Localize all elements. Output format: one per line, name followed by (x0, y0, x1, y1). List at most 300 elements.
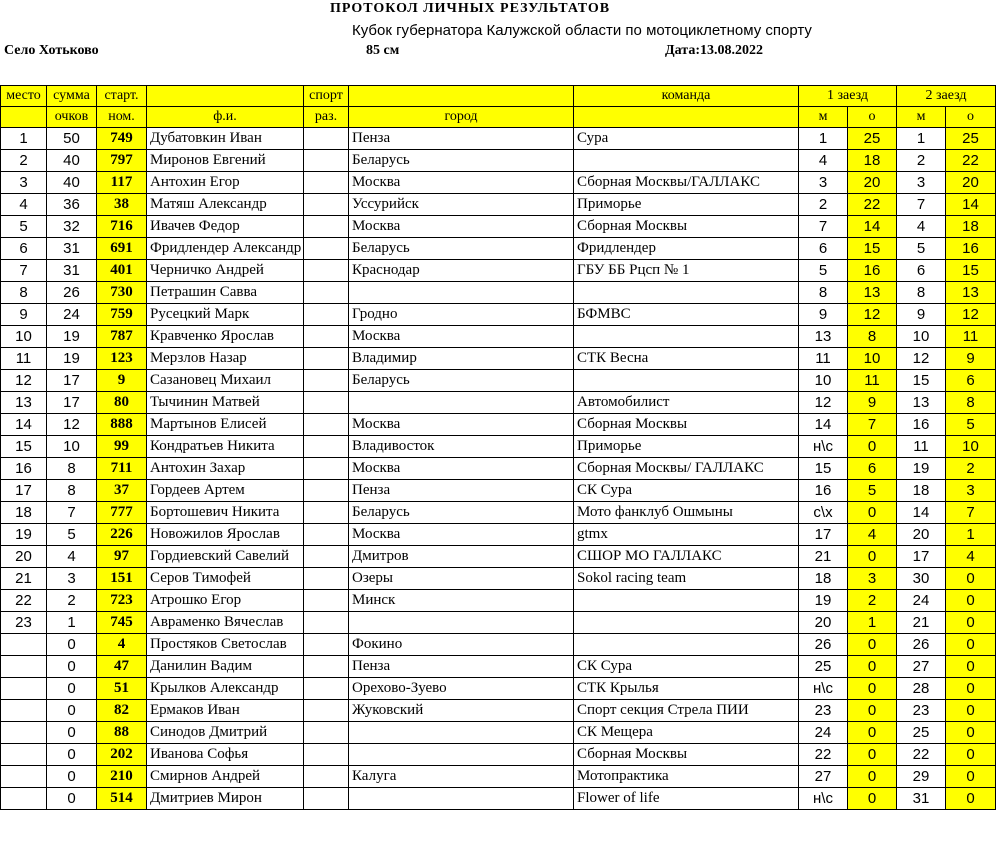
cell-heat2-points[interactable]: 7 (946, 502, 996, 524)
col-city[interactable]: город (349, 107, 574, 128)
cell-team[interactable] (574, 282, 799, 304)
cell-heat2-place[interactable]: 7 (897, 194, 946, 216)
cell-city[interactable] (349, 612, 574, 634)
cell-city[interactable]: Уссурийск (349, 194, 574, 216)
cell-city[interactable] (349, 722, 574, 744)
cell-heat1-place[interactable]: 4 (799, 150, 848, 172)
cell-heat1-points[interactable]: 0 (848, 436, 897, 458)
cell-start-number[interactable]: 226 (97, 524, 147, 546)
cell-heat1-points[interactable]: 12 (848, 304, 897, 326)
cell-heat2-points[interactable]: 4 (946, 546, 996, 568)
cell-heat1-place[interactable]: 15 (799, 458, 848, 480)
cell-place[interactable] (1, 744, 47, 766)
cell-heat1-points[interactable]: 20 (848, 172, 897, 194)
cell-rank[interactable] (304, 744, 349, 766)
cell-heat1-points[interactable]: 22 (848, 194, 897, 216)
cell-heat1-points[interactable]: 10 (848, 348, 897, 370)
cell-place[interactable]: 17 (1, 480, 47, 502)
cell-place[interactable]: 9 (1, 304, 47, 326)
cell-heat2-points[interactable]: 0 (946, 634, 996, 656)
cell-place[interactable]: 5 (1, 216, 47, 238)
cell-rank[interactable] (304, 766, 349, 788)
cell-heat2-place[interactable]: 5 (897, 238, 946, 260)
cell-name[interactable]: Атрошко Егор (147, 590, 304, 612)
cell-heat1-points[interactable]: 5 (848, 480, 897, 502)
cell-start-number[interactable]: 9 (97, 370, 147, 392)
cell-city[interactable]: Москва (349, 216, 574, 238)
cell-rank[interactable] (304, 458, 349, 480)
cell-city[interactable]: Владивосток (349, 436, 574, 458)
cell-heat1-place[interactable]: 20 (799, 612, 848, 634)
cell-heat1-points[interactable]: 3 (848, 568, 897, 590)
cell-name[interactable]: Смирнов Андрей (147, 766, 304, 788)
cell-heat2-place[interactable]: 10 (897, 326, 946, 348)
cell-place[interactable]: 8 (1, 282, 47, 304)
cell-heat2-points[interactable]: 2 (946, 458, 996, 480)
cell-start-number[interactable]: 787 (97, 326, 147, 348)
cell-start-number[interactable]: 82 (97, 700, 147, 722)
cell-team[interactable]: Автомобилист (574, 392, 799, 414)
cell-name[interactable]: Авраменко Вячеслав (147, 612, 304, 634)
cell-place[interactable]: 12 (1, 370, 47, 392)
cell-name[interactable]: Мартынов Елисей (147, 414, 304, 436)
cell-heat2-place[interactable]: 4 (897, 216, 946, 238)
cell-name[interactable]: Новожилов Ярослав (147, 524, 304, 546)
cell-place[interactable]: 2 (1, 150, 47, 172)
cell-sum[interactable]: 2 (47, 590, 97, 612)
cell-heat2-place[interactable]: 29 (897, 766, 946, 788)
cell-place[interactable] (1, 634, 47, 656)
cell-team[interactable]: Фридлендер (574, 238, 799, 260)
cell-heat2-points[interactable]: 0 (946, 612, 996, 634)
cell-heat2-place[interactable]: 16 (897, 414, 946, 436)
cell-place[interactable] (1, 678, 47, 700)
cell-city[interactable]: Беларусь (349, 238, 574, 260)
cell-heat1-points[interactable]: 9 (848, 392, 897, 414)
cell-start-number[interactable]: 80 (97, 392, 147, 414)
cell-place[interactable]: 16 (1, 458, 47, 480)
cell-rank[interactable] (304, 348, 349, 370)
cell-heat2-place[interactable]: 27 (897, 656, 946, 678)
cell-sum[interactable]: 3 (47, 568, 97, 590)
cell-city[interactable]: Пенза (349, 128, 574, 150)
cell-sum[interactable]: 4 (47, 546, 97, 568)
cell-heat2-place[interactable]: 6 (897, 260, 946, 282)
col-sum-top[interactable]: сумма (47, 86, 97, 107)
cell-heat1-points[interactable]: 1 (848, 612, 897, 634)
col-rank-top[interactable]: спорт (304, 86, 349, 107)
cell-heat2-points[interactable]: 0 (946, 744, 996, 766)
cell-sum[interactable]: 5 (47, 524, 97, 546)
cell-sum[interactable]: 7 (47, 502, 97, 524)
cell-name[interactable]: Матяш Александр (147, 194, 304, 216)
cell-heat2-place[interactable]: 17 (897, 546, 946, 568)
col-heat1[interactable]: 1 заезд (799, 86, 897, 107)
cell-name[interactable]: Бортошевич Никита (147, 502, 304, 524)
cell-heat1-points[interactable]: 13 (848, 282, 897, 304)
cell-heat2-points[interactable]: 0 (946, 788, 996, 810)
cell-team[interactable]: СК Сура (574, 656, 799, 678)
cell-sum[interactable]: 24 (47, 304, 97, 326)
cell-heat1-place[interactable]: 16 (799, 480, 848, 502)
cell-sum[interactable]: 10 (47, 436, 97, 458)
cell-team[interactable]: ГБУ ББ Рцсп № 1 (574, 260, 799, 282)
cell-rank[interactable] (304, 260, 349, 282)
cell-heat1-place[interactable]: 22 (799, 744, 848, 766)
cell-heat2-points[interactable]: 0 (946, 590, 996, 612)
cell-heat2-place[interactable]: 18 (897, 480, 946, 502)
cell-rank[interactable] (304, 128, 349, 150)
cell-heat1-points[interactable]: 8 (848, 326, 897, 348)
cell-place[interactable] (1, 766, 47, 788)
cell-start-number[interactable]: 723 (97, 590, 147, 612)
cell-heat2-points[interactable]: 13 (946, 282, 996, 304)
col-heat1-o[interactable]: о (848, 107, 897, 128)
cell-city[interactable]: Москва (349, 524, 574, 546)
cell-heat1-place[interactable]: 8 (799, 282, 848, 304)
cell-team[interactable]: Сборная Москвы/ГАЛЛАКС (574, 172, 799, 194)
cell-team[interactable]: БФМВС (574, 304, 799, 326)
cell-heat2-place[interactable]: 25 (897, 722, 946, 744)
cell-heat1-points[interactable]: 11 (848, 370, 897, 392)
cell-heat2-points[interactable]: 0 (946, 568, 996, 590)
cell-rank[interactable] (304, 722, 349, 744)
cell-city[interactable]: Озеры (349, 568, 574, 590)
cell-name[interactable]: Антохин Егор (147, 172, 304, 194)
cell-place[interactable]: 3 (1, 172, 47, 194)
cell-start-number[interactable]: 47 (97, 656, 147, 678)
cell-rank[interactable] (304, 304, 349, 326)
cell-heat2-points[interactable]: 12 (946, 304, 996, 326)
cell-heat1-points[interactable]: 6 (848, 458, 897, 480)
cell-heat1-place[interactable]: 2 (799, 194, 848, 216)
cell-place[interactable]: 4 (1, 194, 47, 216)
cell-rank[interactable] (304, 238, 349, 260)
cell-team[interactable]: СК Сура (574, 480, 799, 502)
cell-start-number[interactable]: 117 (97, 172, 147, 194)
cell-heat1-points[interactable]: 0 (848, 788, 897, 810)
cell-city[interactable]: Москва (349, 326, 574, 348)
cell-heat2-points[interactable]: 22 (946, 150, 996, 172)
cell-sum[interactable]: 0 (47, 744, 97, 766)
cell-city[interactable]: Минск (349, 590, 574, 612)
cell-heat1-points[interactable]: 7 (848, 414, 897, 436)
cell-rank[interactable] (304, 480, 349, 502)
cell-city[interactable]: Москва (349, 414, 574, 436)
cell-sum[interactable]: 17 (47, 392, 97, 414)
cell-city[interactable]: Москва (349, 458, 574, 480)
cell-heat2-points[interactable]: 20 (946, 172, 996, 194)
cell-heat1-place[interactable]: с\х (799, 502, 848, 524)
cell-name[interactable]: Кондратьев Никита (147, 436, 304, 458)
cell-city[interactable]: Дмитров (349, 546, 574, 568)
col-heat2-o[interactable]: о (946, 107, 996, 128)
cell-team[interactable]: gtmx (574, 524, 799, 546)
cell-heat1-points[interactable]: 25 (848, 128, 897, 150)
cell-sum[interactable]: 0 (47, 656, 97, 678)
cell-name[interactable]: Синодов Дмитрий (147, 722, 304, 744)
cell-name[interactable]: Данилин Вадим (147, 656, 304, 678)
cell-heat1-place[interactable]: н\с (799, 436, 848, 458)
cell-sum[interactable]: 12 (47, 414, 97, 436)
col-team-bottom[interactable] (574, 107, 799, 128)
cell-team[interactable]: СТК Крылья (574, 678, 799, 700)
cell-sum[interactable]: 26 (47, 282, 97, 304)
col-heat1-m[interactable]: м (799, 107, 848, 128)
cell-heat2-points[interactable]: 11 (946, 326, 996, 348)
cell-name[interactable]: Дмитриев Мирон (147, 788, 304, 810)
cell-team[interactable] (574, 326, 799, 348)
cell-start-number[interactable]: 123 (97, 348, 147, 370)
cell-heat1-place[interactable]: 18 (799, 568, 848, 590)
cell-sum[interactable]: 36 (47, 194, 97, 216)
cell-place[interactable]: 13 (1, 392, 47, 414)
cell-name[interactable]: Простяков Светослав (147, 634, 304, 656)
col-heat2[interactable]: 2 заезд (897, 86, 996, 107)
cell-team[interactable]: Приморье (574, 194, 799, 216)
cell-rank[interactable] (304, 282, 349, 304)
cell-heat2-place[interactable]: 11 (897, 436, 946, 458)
cell-start-number[interactable]: 401 (97, 260, 147, 282)
cell-sum[interactable]: 0 (47, 788, 97, 810)
cell-rank[interactable] (304, 546, 349, 568)
cell-team[interactable] (574, 590, 799, 612)
cell-heat1-points[interactable]: 14 (848, 216, 897, 238)
cell-start-number[interactable]: 777 (97, 502, 147, 524)
cell-city[interactable]: Жуковский (349, 700, 574, 722)
col-city-top[interactable] (349, 86, 574, 107)
cell-team[interactable]: Мото фанклуб Ошмыны (574, 502, 799, 524)
cell-sum[interactable]: 8 (47, 458, 97, 480)
cell-heat2-place[interactable]: 20 (897, 524, 946, 546)
cell-heat1-points[interactable]: 2 (848, 590, 897, 612)
cell-heat2-place[interactable]: 2 (897, 150, 946, 172)
cell-heat2-place[interactable]: 15 (897, 370, 946, 392)
cell-name[interactable]: Крылков Александр (147, 678, 304, 700)
cell-heat2-place[interactable]: 28 (897, 678, 946, 700)
cell-place[interactable]: 20 (1, 546, 47, 568)
cell-rank[interactable] (304, 524, 349, 546)
cell-team[interactable]: Сборная Москвы (574, 216, 799, 238)
cell-heat2-points[interactable]: 18 (946, 216, 996, 238)
cell-heat1-points[interactable]: 0 (848, 502, 897, 524)
cell-name[interactable]: Мерзлов Назар (147, 348, 304, 370)
cell-start-number[interactable]: 38 (97, 194, 147, 216)
cell-rank[interactable] (304, 568, 349, 590)
cell-team[interactable]: Сборная Москвы (574, 744, 799, 766)
cell-rank[interactable] (304, 326, 349, 348)
cell-rank[interactable] (304, 700, 349, 722)
cell-team[interactable]: Sokol racing team (574, 568, 799, 590)
cell-heat1-place[interactable]: 25 (799, 656, 848, 678)
cell-heat2-points[interactable]: 5 (946, 414, 996, 436)
cell-heat1-place[interactable]: 5 (799, 260, 848, 282)
cell-rank[interactable] (304, 656, 349, 678)
cell-place[interactable]: 22 (1, 590, 47, 612)
col-sum-bottom[interactable]: очков (47, 107, 97, 128)
cell-start-number[interactable]: 745 (97, 612, 147, 634)
cell-heat2-points[interactable]: 15 (946, 260, 996, 282)
cell-city[interactable]: Владимир (349, 348, 574, 370)
cell-heat2-place[interactable]: 21 (897, 612, 946, 634)
cell-name[interactable]: Фридлендер Александр (147, 238, 304, 260)
cell-heat2-place[interactable]: 8 (897, 282, 946, 304)
cell-heat2-place[interactable]: 23 (897, 700, 946, 722)
cell-city[interactable]: Калуга (349, 766, 574, 788)
cell-sum[interactable]: 17 (47, 370, 97, 392)
cell-city[interactable] (349, 744, 574, 766)
cell-heat1-place[interactable]: 21 (799, 546, 848, 568)
cell-rank[interactable] (304, 150, 349, 172)
cell-name[interactable]: Дубатовкин Иван (147, 128, 304, 150)
cell-place[interactable]: 19 (1, 524, 47, 546)
cell-heat1-points[interactable]: 15 (848, 238, 897, 260)
cell-team[interactable]: Flower of life (574, 788, 799, 810)
cell-heat1-points[interactable]: 0 (848, 766, 897, 788)
cell-place[interactable]: 7 (1, 260, 47, 282)
cell-heat1-points[interactable]: 0 (848, 744, 897, 766)
cell-heat1-points[interactable]: 0 (848, 546, 897, 568)
cell-start-number[interactable]: 797 (97, 150, 147, 172)
col-rank-bottom[interactable]: раз. (304, 107, 349, 128)
cell-heat1-place[interactable]: 7 (799, 216, 848, 238)
cell-heat2-place[interactable]: 14 (897, 502, 946, 524)
cell-rank[interactable] (304, 678, 349, 700)
cell-sum[interactable]: 50 (47, 128, 97, 150)
cell-heat1-place[interactable]: 23 (799, 700, 848, 722)
cell-place[interactable]: 1 (1, 128, 47, 150)
col-place-bottom[interactable] (1, 107, 47, 128)
cell-start-number[interactable]: 97 (97, 546, 147, 568)
cell-team[interactable]: Мотопрактика (574, 766, 799, 788)
cell-rank[interactable] (304, 590, 349, 612)
cell-heat2-place[interactable]: 30 (897, 568, 946, 590)
cell-team[interactable] (574, 370, 799, 392)
cell-place[interactable]: 23 (1, 612, 47, 634)
cell-heat2-points[interactable]: 14 (946, 194, 996, 216)
cell-start-number[interactable]: 37 (97, 480, 147, 502)
cell-sum[interactable]: 0 (47, 766, 97, 788)
cell-sum[interactable]: 40 (47, 172, 97, 194)
cell-heat2-place[interactable]: 12 (897, 348, 946, 370)
cell-rank[interactable] (304, 392, 349, 414)
cell-sum[interactable]: 19 (47, 348, 97, 370)
cell-heat2-points[interactable]: 9 (946, 348, 996, 370)
cell-start-number[interactable]: 691 (97, 238, 147, 260)
cell-rank[interactable] (304, 172, 349, 194)
cell-name[interactable]: Черничко Андрей (147, 260, 304, 282)
cell-city[interactable]: Пенза (349, 480, 574, 502)
cell-heat2-points[interactable]: 25 (946, 128, 996, 150)
cell-team[interactable]: Сборная Москвы (574, 414, 799, 436)
cell-name[interactable]: Русецкий Марк (147, 304, 304, 326)
cell-city[interactable]: Гродно (349, 304, 574, 326)
cell-name[interactable]: Тычинин Матвей (147, 392, 304, 414)
cell-heat1-place[interactable]: 10 (799, 370, 848, 392)
cell-place[interactable] (1, 788, 47, 810)
cell-place[interactable]: 11 (1, 348, 47, 370)
cell-place[interactable]: 15 (1, 436, 47, 458)
cell-name[interactable]: Ивачев Федор (147, 216, 304, 238)
cell-name[interactable]: Гордеев Артем (147, 480, 304, 502)
cell-sum[interactable]: 0 (47, 700, 97, 722)
cell-sum[interactable]: 0 (47, 634, 97, 656)
cell-team[interactable] (574, 612, 799, 634)
cell-sum[interactable]: 0 (47, 722, 97, 744)
cell-start-number[interactable]: 151 (97, 568, 147, 590)
cell-place[interactable] (1, 722, 47, 744)
cell-place[interactable]: 6 (1, 238, 47, 260)
cell-city[interactable]: Беларусь (349, 502, 574, 524)
cell-heat1-place[interactable]: 17 (799, 524, 848, 546)
cell-heat2-points[interactable]: 3 (946, 480, 996, 502)
cell-start-number[interactable]: 730 (97, 282, 147, 304)
cell-sum[interactable]: 32 (47, 216, 97, 238)
cell-heat2-points[interactable]: 0 (946, 766, 996, 788)
cell-city[interactable]: Беларусь (349, 150, 574, 172)
cell-start-number[interactable]: 4 (97, 634, 147, 656)
cell-heat2-points[interactable]: 0 (946, 722, 996, 744)
cell-rank[interactable] (304, 194, 349, 216)
cell-team[interactable] (574, 150, 799, 172)
col-place[interactable]: место (1, 86, 47, 107)
col-name-top[interactable] (147, 86, 304, 107)
cell-sum[interactable]: 31 (47, 260, 97, 282)
cell-sum[interactable]: 19 (47, 326, 97, 348)
cell-place[interactable]: 10 (1, 326, 47, 348)
cell-heat1-points[interactable]: 0 (848, 678, 897, 700)
cell-heat1-points[interactable]: 16 (848, 260, 897, 282)
cell-heat1-points[interactable]: 4 (848, 524, 897, 546)
cell-heat2-place[interactable]: 9 (897, 304, 946, 326)
cell-team[interactable]: Спорт секция Стрела ПИИ (574, 700, 799, 722)
cell-place[interactable] (1, 700, 47, 722)
cell-name[interactable]: Иванова Софья (147, 744, 304, 766)
cell-team[interactable]: Сборная Москвы/ ГАЛЛАКС (574, 458, 799, 480)
cell-heat2-points[interactable]: 16 (946, 238, 996, 260)
cell-start-number[interactable]: 711 (97, 458, 147, 480)
cell-heat2-place[interactable]: 3 (897, 172, 946, 194)
cell-sum[interactable]: 31 (47, 238, 97, 260)
cell-heat2-place[interactable]: 22 (897, 744, 946, 766)
cell-heat2-points[interactable]: 8 (946, 392, 996, 414)
cell-heat2-points[interactable]: 1 (946, 524, 996, 546)
cell-heat1-place[interactable]: 11 (799, 348, 848, 370)
cell-heat1-points[interactable]: 0 (848, 700, 897, 722)
cell-name[interactable]: Миронов Евгений (147, 150, 304, 172)
cell-rank[interactable] (304, 612, 349, 634)
cell-place[interactable]: 21 (1, 568, 47, 590)
cell-start-number[interactable]: 99 (97, 436, 147, 458)
cell-heat1-place[interactable]: н\с (799, 678, 848, 700)
cell-heat1-points[interactable]: 0 (848, 634, 897, 656)
cell-heat2-place[interactable]: 26 (897, 634, 946, 656)
cell-name[interactable]: Антохин Захар (147, 458, 304, 480)
cell-rank[interactable] (304, 370, 349, 392)
cell-start-number[interactable]: 210 (97, 766, 147, 788)
cell-start-number[interactable]: 759 (97, 304, 147, 326)
cell-rank[interactable] (304, 414, 349, 436)
cell-heat1-place[interactable]: 12 (799, 392, 848, 414)
cell-heat1-place[interactable]: 6 (799, 238, 848, 260)
cell-sum[interactable]: 8 (47, 480, 97, 502)
cell-heat2-place[interactable]: 31 (897, 788, 946, 810)
cell-name[interactable]: Сазановец Михаил (147, 370, 304, 392)
cell-team[interactable]: СК Мещера (574, 722, 799, 744)
cell-place[interactable]: 14 (1, 414, 47, 436)
cell-heat1-place[interactable]: 19 (799, 590, 848, 612)
cell-sum[interactable]: 0 (47, 678, 97, 700)
